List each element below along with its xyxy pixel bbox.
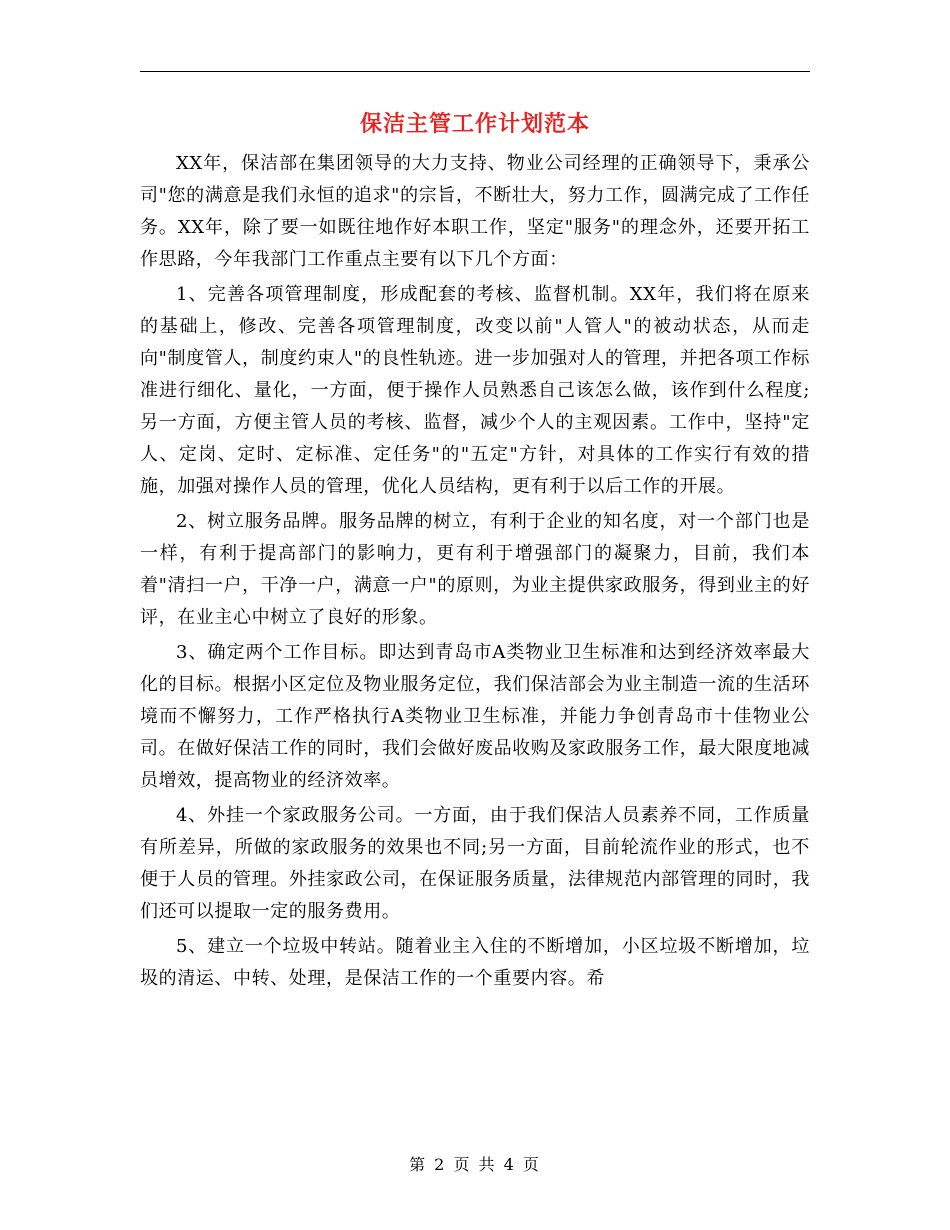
page-number: 第 2 页 共 4 页 (409, 1155, 541, 1174)
intro-paragraph: XX年，保洁部在集团领导的大力支持、物业公司经理的正确领导下，秉承公司"您的满意是我们永恒的追求"的宗旨，不断壮大，努力工作，圆满完成了工作任务。XX年，除了要一如既往地作好本职工作，坚定"服务"的理念外，还要开拓工作思路，今年我部门工作重点主要有以下几个方面： (140, 153, 810, 270)
paragraph-item-5: 5、建立一个垃圾中转站。随着业主入住的不断增加，小区垃圾不断增加，垃圾的清运、中转、处理，是保洁工作的一个重要内容。希 (140, 936, 810, 989)
header-rule (140, 71, 810, 72)
paragraph-item-3: 3、确定两个工作目标。即达到青岛市A类物业卫生标准和达到经济效率最大化的目标。根据小区定位及物业服务定位，我们保洁部会为业主制造一流的生活环境而不懈努力，工作严格执行A类物业卫生标准，并能力争创青岛市十佳物业公司。在做好保洁工作的同时，我们会做好废品收购及家政服务工作，最大限度地减员增效，提高物业的经济效率。 (140, 642, 810, 791)
paragraph-item-4: 4、外挂一个家政服务公司。一方面，由于我们保洁人员素养不同，工作质量有所差异，所做的家政服务的效果也不同;另一方面，目前轮流作业的形式，也不便于人员的管理。外挂家政公司，在保证服务质量，法律规范内部管理的同时，我们还可以提取一定的服务费用。 (140, 805, 810, 922)
document-title: 保洁主管工作计划范本 (359, 111, 590, 137)
document-body (140, 148, 810, 998)
paragraph-item-2: 2、树立服务品牌。服务品牌的树立，有利于企业的知名度，对一个部门也是一样，有利于提高部门的影响力，更有利于增强部门的凝聚力，目前，我们本着"清扫一户，干净一户，满意一户"的原则，为业主提供家政服务，得到业主的好评，在业主心中树立了良好的形象。 (140, 511, 810, 628)
paragraph-item-1: 1、完善各项管理制度，形成配套的考核、监督机制。XX年，我们将在原来的基础上，修改、完善各项管理制度，改变以前"人管人"的被动状态，从而走向"制度管人，制度约束人"的良性轨迹。进一步加强对人的管理，并把各项工作标准进行细化、量化，一方面，便于操作人员熟悉自己该怎么做，该作到什么程度;另一方面，方便主管人员的考核、监督，减少个人的主观因素。工作中，坚持"定人、定岗、定时、定标准、定任务"的"五定"方针，对具体的工作实行有效的措施，加强对操作人员的管理，优化人员结构，更有利于以后工作的开展。 (140, 284, 810, 497)
